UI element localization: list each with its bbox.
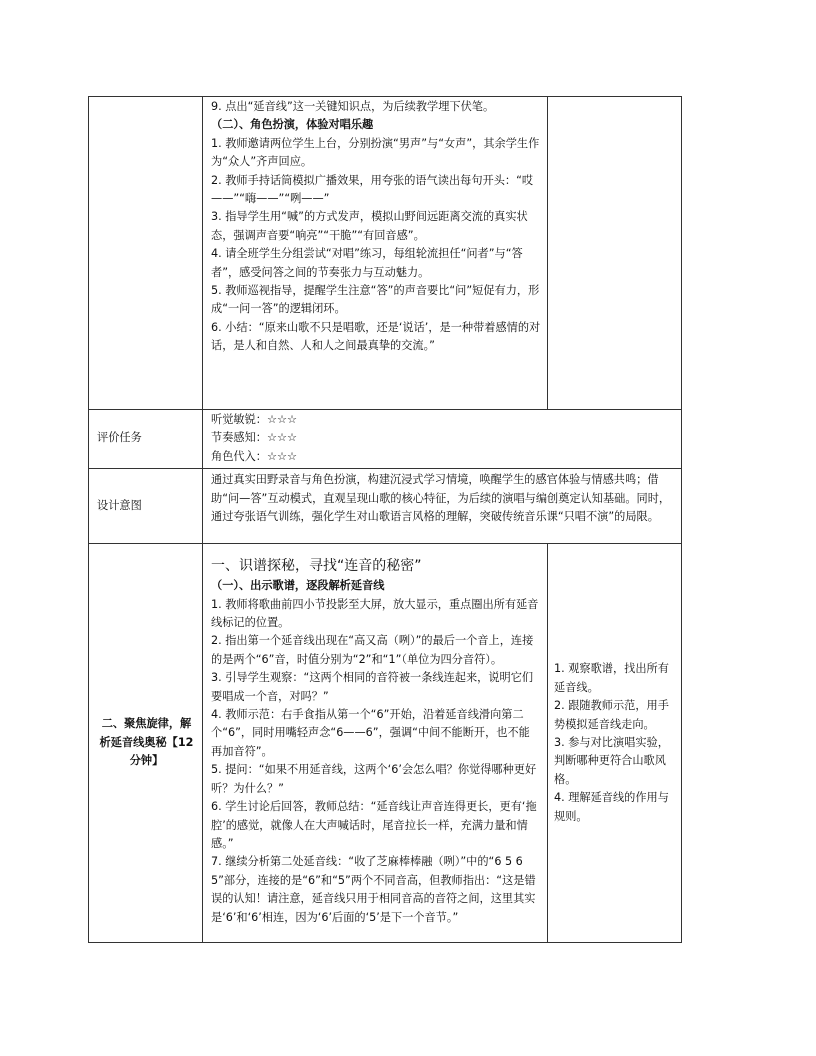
list-item: 3. 参与对比演唱实验，判断哪种更符合山歌风格。 xyxy=(554,736,669,786)
design-intent-text: 通过真实田野录音与角色扮演，构建沉浸式学习情境，唤醒学生的感官体验与情感共鸣；借助“问—答”互动模式，直观呈现山歌的核心特征，为后续的演唱与编创奠定认知基础。同时，通过夸张语气训练，强化学生对山歌语言风格的理解，突破传统音乐课“只唱不演”的局限。 xyxy=(211,473,671,524)
design-intent-content-cell xyxy=(203,469,682,544)
list-item: 5. 教师巡视指导，提醒学生注意“答”的声音要比“问”短促有力，形成“一问一答”的逻辑闭环。 xyxy=(211,284,540,316)
list-item: 6. 小结：“原来山歌不只是唱歌，还是‘说话’，是一种带着感情的对话，是人和自然、人和人之间最真挚的交流。” xyxy=(211,320,541,353)
lesson-plan-table xyxy=(88,96,682,943)
list-item: 6. 学生讨论后回答，教师总结：“延音线让声音连得更长，更有‘拖腔’的感觉，就像人在大声喊话时，尾音拉长一样，充满力量和情感。” xyxy=(211,800,537,850)
evaluation-label: 评价任务 xyxy=(97,431,142,445)
student-activities-text xyxy=(548,660,681,826)
list-item: 4. 理解延音线的作用与规则。 xyxy=(554,791,669,823)
list-item: 4. 请全班学生分组尝试“对唱”练习，每组轮流担任“问者”与“答者”，感受问答之间的节奏张力与互动魅力。 xyxy=(211,247,523,279)
table-row xyxy=(89,544,682,943)
empty-label-cell xyxy=(89,97,203,410)
list-item: 2. 跟随教师示范，用手势模拟延音线走向。 xyxy=(554,699,669,731)
list-item: 9. 点出“延音线”这一关键知识点，为后续教学埋下伏笔。 xyxy=(211,100,495,113)
evaluation-label-cell xyxy=(89,410,203,469)
empty-student-cell xyxy=(548,97,682,410)
section-heading: 一、识谱探秘，寻找“连音的秘密” xyxy=(211,558,422,575)
teaching-activities-cell xyxy=(203,97,548,410)
section-two-label-cell xyxy=(89,544,203,943)
rating-item: 角色代入：☆☆☆ xyxy=(211,449,298,463)
list-item: 5. 提问：“如果不用延音线，这两个‘6’会怎么唱？你觉得哪种更好听？为什么？” xyxy=(211,763,537,795)
section-two-activities-cell xyxy=(203,544,548,943)
table-row xyxy=(89,469,682,544)
list-item: 4. 教师示范：右手食指从第一个“6”开始，沿着延音线滑向第二个“6”，同时用嘴轻声念“6——6”，强调“中间不能断开，也不能再加音符”。 xyxy=(211,708,530,758)
section-subheading: （一）、出示歌谱，逐段解析延音线 xyxy=(211,579,385,593)
evaluation-content-cell xyxy=(203,410,682,469)
section-two-text xyxy=(203,544,547,929)
design-intent-label: 设计意图 xyxy=(97,498,142,512)
section-two-label: 二、聚焦旋律，解析延音线奥秘【12分钟】 xyxy=(99,717,194,767)
table-row xyxy=(89,410,682,469)
list-item: 1. 教师邀请两位学生上台，分别扮演“男声”与“女声”，其余学生作为“众人”齐声回应。 xyxy=(211,136,540,169)
student-activities-cell xyxy=(548,544,682,943)
list-item: 2. 教师手持话筒模拟广播效果，用夸张的语气读出每句开头：“哎——”“嗨——”“咧——” xyxy=(211,173,534,206)
evaluation-items xyxy=(203,410,681,468)
teaching-activities-text xyxy=(203,97,547,358)
list-item: 1. 教师将歌曲前四小节投影至大屏，放大显示，重点圈出所有延音线标记的位置。 xyxy=(211,597,539,630)
rating-item: 节奏感知：☆☆☆ xyxy=(211,431,298,445)
list-item: 3. 引导学生观察：“这两个相同的音符被一条线连起来，说明它们要唱成一个音，对吗？” xyxy=(211,671,534,703)
design-intent-label-cell xyxy=(89,469,203,544)
section-subheading: （二）、角色扮演，体验对唱乐趣 xyxy=(211,118,374,132)
rating-item: 听觉敏锐：☆☆☆ xyxy=(211,413,298,426)
list-item: 1. 观察歌谱，找出所有延音线。 xyxy=(554,662,669,694)
list-item: 3. 指导学生用“喊”的方式发声，模拟山野间远距离交流的真实状态，强调声音要“响亮”“干脆”“有回音感”。 xyxy=(211,210,528,242)
table-row xyxy=(89,97,682,410)
list-item: 7. 继续分析第二处延音线：“收了芝麻棒棒融（咧）”中的“6 5 6 5”部分，连接的是“6”和“5”两个不同音高，但教师指出：“这是错误的认知！请注意，延音线只用于相同音高的音符之间，这里其实是‘6’和‘6’相连，因为‘6’后面的‘5’是下一个音节。” xyxy=(211,855,536,924)
list-item: 2. 指出第一个延音线出现在“高又高（咧）”的最后一个音上，连接的是两个“6”音，时值分别为“2”和“1”（单位为四分音符）。 xyxy=(211,634,534,666)
